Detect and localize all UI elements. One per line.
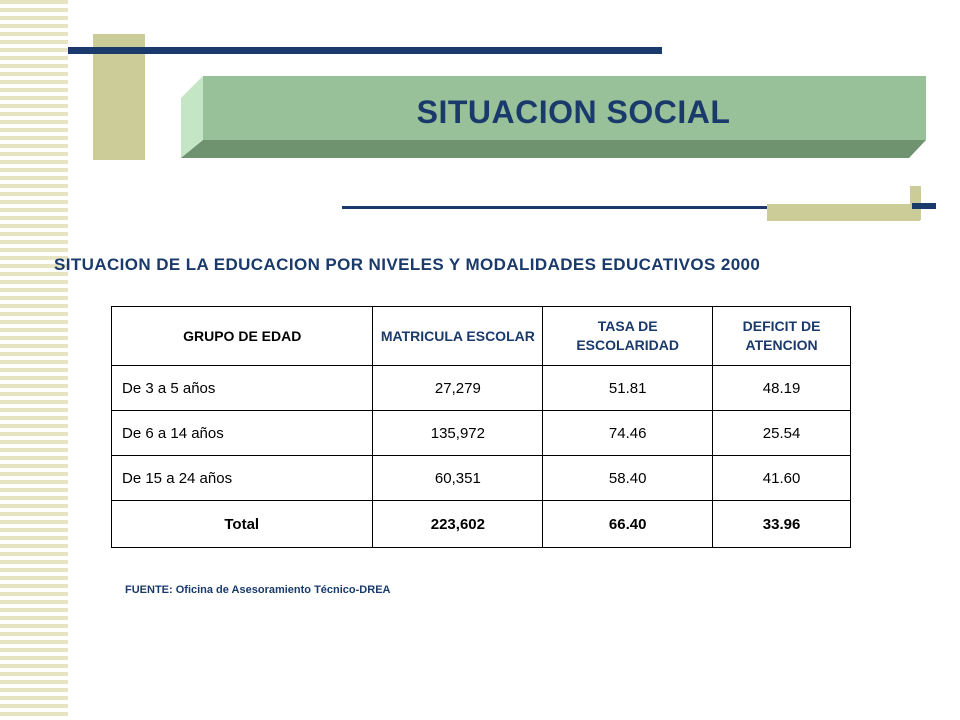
cell-deficit: 48.19 bbox=[713, 366, 851, 411]
education-table bbox=[111, 306, 851, 548]
header-deficit-atencion: DEFICIT DE ATENCION bbox=[713, 307, 851, 366]
cell-total-deficit: 33.96 bbox=[713, 501, 851, 548]
source-note: FUENTE: Oficina de Asesoramiento Técnico-DREA bbox=[125, 584, 391, 596]
table-row bbox=[112, 456, 851, 501]
page-title: SITUACION SOCIAL bbox=[416, 94, 731, 130]
cell-tasa: 58.40 bbox=[543, 456, 713, 501]
cell-tasa: 74.46 bbox=[543, 411, 713, 456]
cell-total-tasa: 66.40 bbox=[543, 501, 713, 548]
cell-matricula: 27,279 bbox=[373, 366, 543, 411]
left-stripe-decoration bbox=[0, 0, 68, 720]
top-navy-bar bbox=[68, 47, 662, 54]
mid-khaki-block bbox=[767, 204, 920, 221]
mid-navy-stub bbox=[912, 203, 936, 209]
table-row bbox=[112, 411, 851, 456]
cell-total-label: Total bbox=[112, 501, 373, 548]
header-grupo-edad: GRUPO DE EDAD bbox=[112, 307, 373, 366]
cell-matricula: 135,972 bbox=[373, 411, 543, 456]
cell-grupo-edad: De 6 a 14 años bbox=[112, 411, 373, 456]
table-header-row bbox=[112, 307, 851, 366]
header-matricula-escolar: MATRICULA ESCOLAR bbox=[373, 307, 543, 366]
section-title: SITUACION DE LA EDUCACION POR NIVELES Y MODALIDADES EDUCATIVOS 2000 bbox=[54, 255, 761, 274]
cell-total-matricula: 223,602 bbox=[373, 501, 543, 548]
header-tasa-escolaridad: TASA DE ESCOLARIDAD bbox=[543, 307, 713, 366]
cell-matricula: 60,351 bbox=[373, 456, 543, 501]
cell-grupo-edad: De 15 a 24 años bbox=[112, 456, 373, 501]
cell-grupo-edad: De 3 a 5 años bbox=[112, 366, 373, 411]
cell-deficit: 25.54 bbox=[713, 411, 851, 456]
table-row bbox=[112, 366, 851, 411]
table-total-row bbox=[112, 501, 851, 548]
cell-tasa: 51.81 bbox=[543, 366, 713, 411]
title-banner bbox=[181, 76, 926, 158]
cell-deficit: 41.60 bbox=[713, 456, 851, 501]
